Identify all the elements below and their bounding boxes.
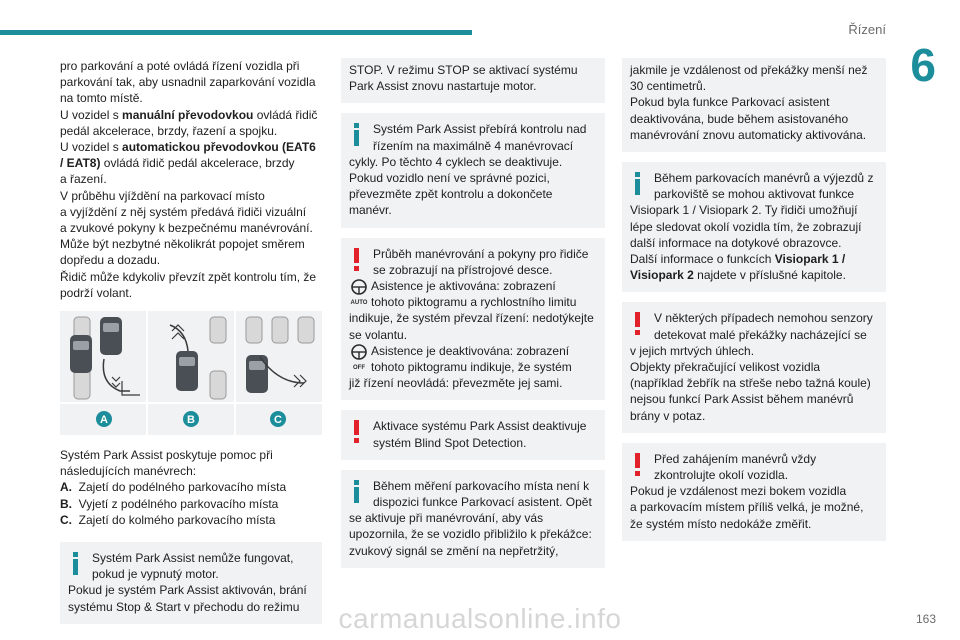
warning-icon bbox=[632, 453, 646, 475]
info-box-engine-off: Systém Park Assist nemůže fungovat, pokud je vypnutý motor. Pokud je systém Park Assist aktivován, brání systému Stop & Start v přechodu do režimu bbox=[60, 542, 322, 624]
svg-text:AUTO: AUTO bbox=[350, 300, 368, 307]
info-icon bbox=[351, 123, 365, 145]
info-box-visiopark: Během parkovacích manévrů a výjezdů z parkoviště se mohou aktivovat funkce Visiopark 1 / Visiopark 2. Ty řidiči umožňují lépe sledovat okolí vozidla tím, že zobrazují další informace na dotykové obrazovce. Další informace o funkcích Visiopark 1 / Visiopark 2 najdete v příslušné kapitole. bbox=[622, 162, 886, 292]
automatic-gearbox-term: automatickou převodovkou (EAT6 bbox=[122, 140, 316, 155]
legend-item: C. Zajetí do kolmého parkovacího místa bbox=[60, 512, 276, 527]
maneuver-legend bbox=[60, 479, 322, 528]
warning-icon bbox=[351, 420, 365, 442]
info-icon bbox=[70, 552, 84, 574]
column-1 bbox=[60, 58, 322, 634]
continuation-box: jakmile je vzdálenost od překážky menší než 30 centimetrů. Pokud byla funkce Parkovací asistent deaktivována, bude během asistovaného manévrování znovu automaticky aktivována. bbox=[622, 58, 886, 152]
info-icon bbox=[351, 480, 365, 502]
legend-item: B. Vyjetí z podélného parkovacího místa bbox=[60, 496, 279, 511]
header-accent-bar bbox=[0, 30, 472, 35]
panel-b-parallel-out bbox=[170, 317, 226, 399]
parking-maneuvers-illustration bbox=[60, 311, 322, 435]
watermark: carmanualsonline.info bbox=[338, 603, 622, 634]
manual-gearbox-term: manuální převodovkou bbox=[122, 107, 254, 122]
section-title: Řízení bbox=[848, 22, 886, 37]
column-2 bbox=[341, 58, 605, 578]
chapter-number: 6 bbox=[910, 39, 936, 91]
panel-a-parallel-in bbox=[70, 317, 140, 399]
continuation-box: STOP. V režimu STOP se aktivací systému Park Assist znovu nastartuje motor. bbox=[341, 58, 605, 103]
label-c: C bbox=[274, 414, 282, 427]
warning-box-sensors: V některých případech nemohou senzory detekovat malé překážky nacházející se v jejich mrtvých úhlech. Objekty překračující velikost vozidla (například žebřík na střeše nebo tažná koule) nejsou funkcí Park Assist během manévrů brány v potaz. bbox=[622, 302, 886, 432]
svg-text:OFF: OFF bbox=[353, 364, 365, 371]
help-paragraph: Systém Park Assist poskytuje pomoc při následujících manévrech: bbox=[60, 448, 273, 479]
legend-item: A. Zajetí do podélného parkovacího místa bbox=[60, 480, 287, 495]
label-b: B bbox=[187, 414, 195, 427]
park-assist-figure bbox=[60, 311, 322, 435]
panel-c-perpendicular-in bbox=[246, 317, 314, 393]
column-3 bbox=[622, 58, 886, 551]
info-box-maneuver-cycles: Systém Park Assist přebírá kontrolu nad řízením na maximálně 4 manévrovací cykly. Po těchto 4 cyklech se deaktivuje. Pokud vozidlo není ve správné pozici, převezměte zpět kontrolu a dokončete manévr. bbox=[341, 113, 605, 227]
warning-icon bbox=[351, 248, 365, 270]
visiopark-reference: Visiopark 1 / bbox=[774, 252, 846, 267]
info-box-measuring: Během měření parkovacího místa není k dispozici funkce Parkovací asistent. Opět se aktivuje při manévrování, aby vás upozornila, že se vozidlo přibližilo k překážce: zvukový signál se změní na nepřetržitý, bbox=[341, 470, 605, 568]
page-number: 163 bbox=[915, 612, 936, 626]
steering-auto-icon bbox=[349, 278, 369, 306]
intro-paragraph: pro parkování a poté ovládá řízení vozidla při parkování tak, aby usnadnil zaparkování vozidla na tomto místě. U vozidel s manuální převodovkou ovládá řidič pedál akcelerace, brzdy, řazení a spojku. U vozidel s automatickou převodovkou (EAT6 / EAT8) ovládá řidič pedál akcelerace, brzdy a řazení. V průběhu vjíždění na parkovací místo a vyjíždění z něj systém předává řidiči vizuální a zvukové pokyny k bezpečnému manévrování. Může být nezbytné několikrát popojet směrem dopředu a dozadu. Řidič může kdykoliv převzít zpět kontrolu tím, že podrží volant. bbox=[60, 59, 318, 300]
warning-box-blind-spot: Aktivace systému Park Assist deaktivuje systém Blind Spot Detection. bbox=[341, 410, 605, 459]
warning-icon bbox=[632, 312, 646, 334]
warning-box-instrument-panel: Průběh manévrování a pokyny pro řidiče se zobrazují na přístrojové desce. AUTO Asistence je aktivována: zobrazení tohoto piktogramu a rychlostního limitu indikuje, že systém převzal řízení: nedotýkejte se volantu. OFF Asistence je deaktivována: zobrazení tohoto piktogramu indikuje, že systém již řízení neovládá: převezměte jej sami. bbox=[341, 238, 605, 401]
info-icon bbox=[632, 172, 646, 194]
steering-off-icon bbox=[349, 343, 369, 371]
warning-box-check-surroundings: Před zahájením manévrů vždy zkontrolujte okolí vozidla. Pokud je vzdálenost mezi bokem vozidla a parkovacím místem příliš velká, je možné, že systém místo nedokáže změřit. bbox=[622, 443, 886, 541]
label-a: A bbox=[100, 414, 108, 427]
